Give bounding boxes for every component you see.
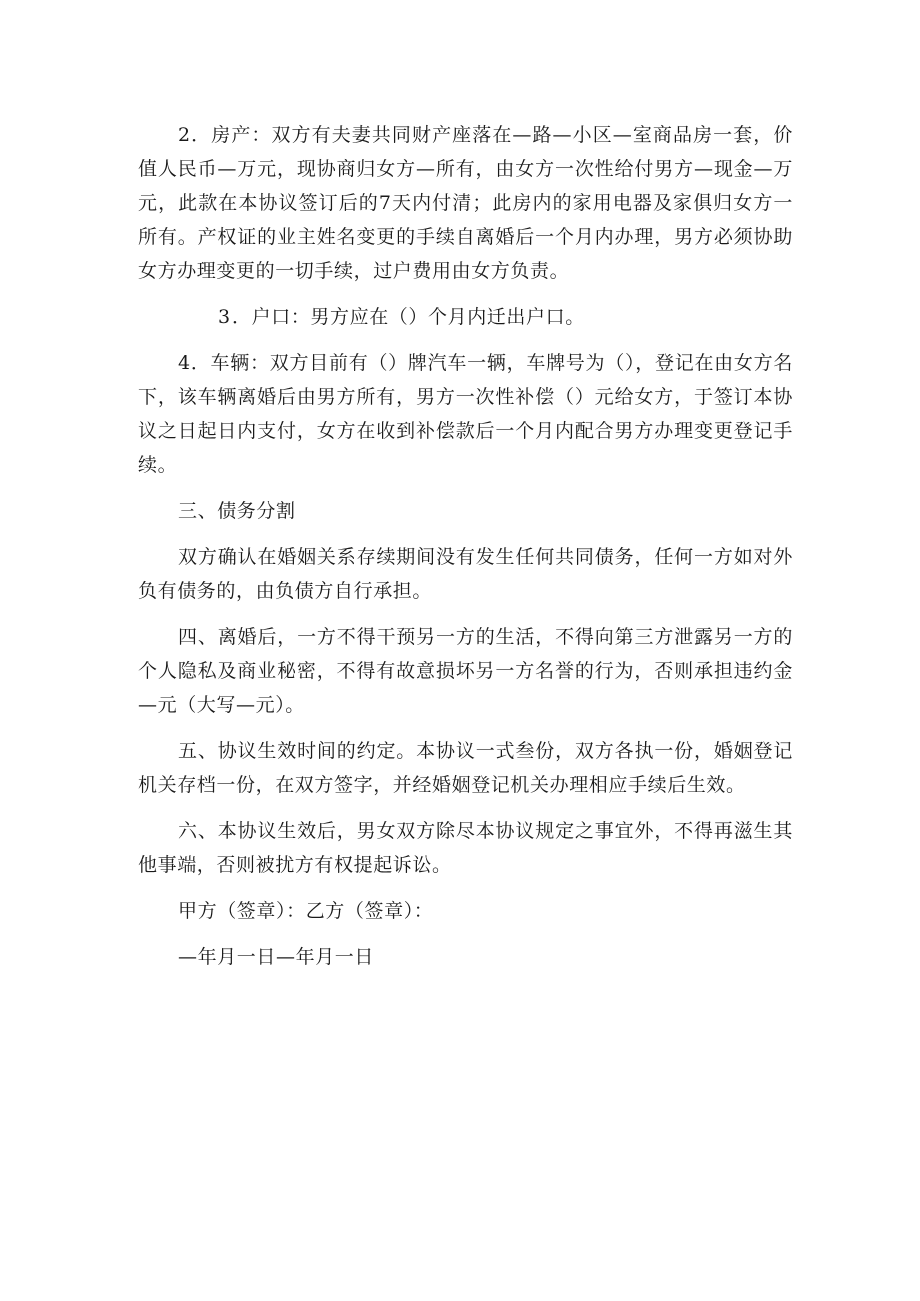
document-body (138, 118, 793, 986)
paragraph-six: 六、本协议生效后，男女双方除尽本协议规定之事宜外，不得再滋生其他事端，否则被扰方有权提起诉讼。 (138, 820, 793, 876)
paragraph-four: 四、离婚后，一方不得干预另一方的生活，不得向第三方泄露另一方的个人隐私及商业秘密，不得有故意损坏另一方名誉的行为，否则承担违约金—元（大写—元）。 (138, 626, 793, 716)
section-heading-debt: 三、债务分割 (178, 500, 296, 522)
paragraph-hukou-text: ．户口：男方应在（）个月内迁出户口。 (232, 306, 585, 328)
paragraph-hukou (138, 300, 793, 334)
paragraph-hukou-number: 3 (218, 306, 231, 328)
date-line: —年月一日—年月一日 (178, 946, 375, 968)
paragraph-five: 五、协议生效时间的约定。本协议一式叁份，双方各执一份，婚姻登记机关存档一份，在双方签字，并经婚姻登记机关办理相应手续后生效。 (138, 740, 793, 796)
paragraph-debt: 双方确认在婚姻关系存续期间没有发生任何共同债务，任何一方如对外负有债务的，由负债方自行承担。 (138, 546, 793, 602)
signature-line: 甲方（签章）：乙方（签章）： (178, 900, 434, 922)
paragraph-vehicle: 4．车辆：双方目前有（）牌汽车一辆，车牌号为（），登记在由女方名下，该车辆离婚后由男方所有，男方一次性补偿（）元给女方，于签订本协议之日起日内支付，女方在收到补偿款后一个月内配合男方办理变更登记手续。 (138, 352, 793, 476)
paragraph-house: 2．房产：双方有夫妻共同财产座落在—路—小区—室商品房一套，价值人民币—万元，现协商归女方—所有，由女方一次性给付男方—现金—万元，此款在本协议签订后的7天内付清；此房内的家用电器及家俱归女方一所有。产权证的业主姓名变更的手续自离婚后一个月内办理，男方必须协助女方办理变更的一切手续，过户费用由女方负责。 (138, 124, 793, 282)
